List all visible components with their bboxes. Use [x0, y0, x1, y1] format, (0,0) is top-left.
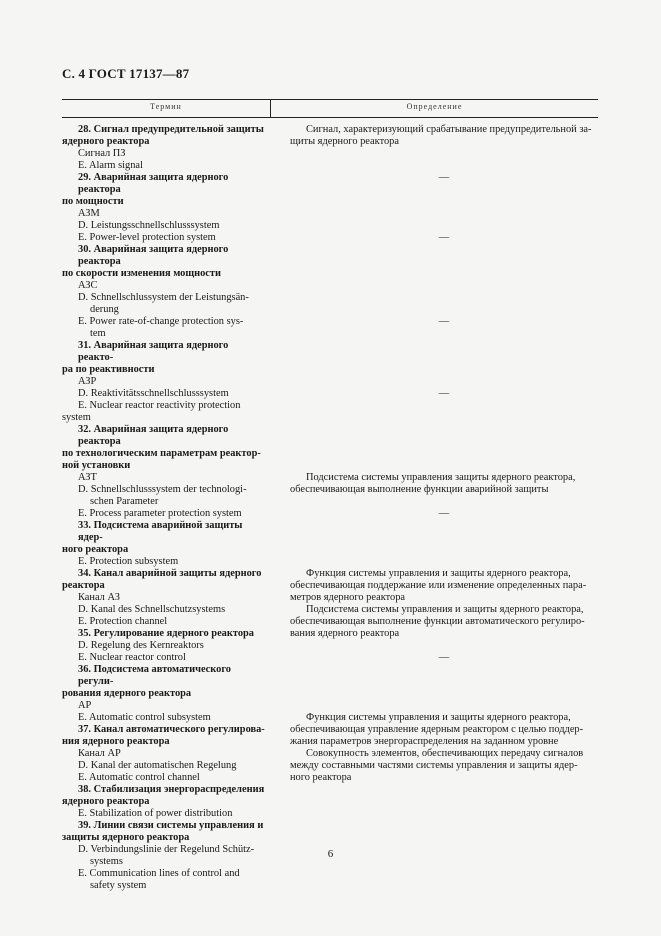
definition-line: Функция системы управления и защиты ядерного реактора,	[306, 712, 571, 723]
term-abbreviation: АЗМ	[78, 208, 100, 219]
table-top-rule	[62, 99, 598, 100]
term-37	[62, 724, 266, 784]
term-english: E. Process parameter protection system	[78, 508, 242, 519]
definition-34-dash: —	[438, 508, 450, 519]
term-german: derung	[90, 304, 119, 315]
definition-line: жания параметров энергораспределения на заданном уровне	[290, 736, 559, 747]
term-english: E. Power-level protection system	[78, 232, 216, 243]
definition-30-dash: —	[438, 232, 450, 243]
term-german: systems	[90, 856, 123, 867]
definition-36	[290, 604, 598, 640]
term-title: 36. Подсистема автоматического регули-	[78, 664, 231, 687]
term-28	[62, 124, 266, 172]
column-header-terms: Термин	[150, 102, 182, 111]
term-english: E. Communication lines of control and	[78, 868, 240, 879]
definition-line: между составными частями системы управления и защиты ядер-	[290, 760, 578, 771]
term-english: E. Nuclear reactor control	[78, 652, 186, 663]
term-english: E. Protection channel	[78, 616, 168, 627]
term-german: D. Reaktivitätsschnellschlusssystem	[78, 388, 229, 399]
term-german: D. Schnellschlussystem der Leistungsän-	[78, 292, 249, 303]
definition-line: ного реактора	[290, 772, 352, 783]
definition-line: Сигнал, характеризующий срабатывание предупредительной за-	[306, 124, 592, 135]
term-english: E. Stabilization of power distribution	[78, 808, 233, 819]
term-title: 31. Аварийная защита ядерного реакто-	[78, 340, 229, 363]
definition-line: Подсистема системы управления и защиты ядерного реактора,	[306, 604, 584, 615]
term-31	[62, 340, 266, 424]
definition-line: вания ядерного реактора	[290, 628, 400, 639]
term-german: D. Verbindungslinie der Regelund Schütz-	[78, 844, 255, 855]
term-abbreviation: Сигнал ПЗ	[78, 148, 126, 159]
term-german: D. Kanal der automatischen Regelung	[78, 760, 237, 771]
definitions-column	[290, 124, 598, 824]
term-title: по технологическим параметрам реактор-	[62, 448, 261, 459]
term-abbreviation: Канал АР	[78, 748, 121, 759]
term-36	[62, 664, 266, 724]
term-english: tem	[90, 328, 106, 339]
definition-line: щиты ядерного реактора	[290, 136, 399, 147]
term-29	[62, 172, 266, 244]
page-number: 6	[327, 848, 334, 860]
term-german: D. Leistungsschnellschlusssystem	[78, 220, 220, 231]
definition-33	[290, 472, 598, 496]
term-title: ра по реактивности	[62, 364, 155, 375]
term-german: D. Regelung des Kernreaktors	[78, 640, 204, 651]
term-english: safety system	[90, 880, 147, 891]
term-abbreviation: АЗР	[78, 376, 97, 387]
definition-line: обеспечивающая управление ядерным реактором с целью поддер-	[290, 724, 584, 735]
definition-line: Функция системы управления и защиты ядерного реактора,	[306, 568, 571, 579]
term-title: ной установки	[62, 460, 131, 471]
definition-line: Подсистема системы управления защиты ядерного реактора,	[306, 472, 576, 483]
term-title: 34. Канал аварийной защиты ядерного	[78, 568, 262, 579]
term-abbreviation: Канал АЗ	[78, 592, 120, 603]
term-title: 32. Аварийная защита ядерного реактора	[78, 424, 229, 447]
page-header: С. 4 ГОСТ 17137—87	[62, 66, 190, 81]
term-title: ния ядерного реактора	[62, 736, 170, 747]
term-english: E. Automatic control channel	[78, 772, 200, 783]
definition-line: обеспечивающая выполнение функции автоматического регулиро-	[290, 616, 585, 627]
term-title: 35. Регулирование ядерного реактора	[78, 628, 254, 639]
term-32	[62, 424, 266, 520]
definition-line: обеспечивающая поддержание или изменение определенных пара-	[290, 580, 587, 591]
terms-column	[62, 124, 266, 892]
term-title: по скорости изменения мощности	[62, 268, 221, 279]
term-abbreviation: АЗТ	[78, 472, 97, 483]
term-title: 29. Аварийная защита ядерного реактора	[78, 172, 229, 195]
definition-31-dash: —	[438, 316, 450, 327]
term-30	[62, 244, 266, 340]
definition-39	[290, 748, 598, 784]
term-33	[62, 520, 266, 568]
term-abbreviation: АР	[78, 700, 92, 711]
term-title: 38. Стабилизация энергораспределения	[78, 784, 265, 795]
term-35	[62, 628, 266, 664]
term-german: D. Kanal des Schnellschutzsystems	[78, 604, 226, 615]
term-english: E. Automatic control subsystem	[78, 712, 211, 723]
table-header-rule	[62, 117, 598, 118]
term-title: ядерного реактора	[62, 796, 150, 807]
term-title: по мощности	[62, 196, 124, 207]
term-38	[62, 784, 266, 820]
term-title: защиты ядерного реактора	[62, 832, 190, 843]
term-title: 33. Подсистема аварийной защиты ядер-	[78, 520, 243, 543]
term-title: 37. Канал автоматического регулирова-	[78, 724, 265, 735]
term-title: ядерного реактора	[62, 136, 150, 147]
term-english: E. Power rate-of-change protection sys-	[78, 316, 244, 327]
definition-38	[290, 712, 598, 748]
definition-28	[290, 124, 598, 148]
term-title: ного реактора	[62, 544, 129, 555]
term-english: system	[62, 412, 91, 423]
term-title: 30. Аварийная защита ядерного реактора	[78, 244, 229, 267]
term-english: E. Alarm signal	[78, 160, 143, 171]
definition-32-dash: —	[438, 388, 450, 399]
term-abbreviation: АЗС	[78, 280, 98, 291]
term-title: 39. Линии связи системы управления и	[78, 820, 264, 831]
term-english: E. Protection subsystem	[78, 556, 179, 567]
term-german: D. Schnellschlusssystem der technologi-	[78, 484, 247, 495]
definition-line: Совокупность элементов, обеспечивающих передачу сигналов	[306, 748, 584, 759]
column-header-definition: Определение	[406, 102, 463, 111]
term-english: E. Nuclear reactor reactivity protection	[78, 400, 241, 411]
term-title: 28. Сигнал предупредительной защиты	[78, 124, 264, 135]
term-title: реактора	[62, 580, 105, 591]
definition-line: обеспечивающая выполнение функции аварийной защиты	[290, 484, 549, 495]
term-34	[62, 568, 266, 628]
definition-35	[290, 568, 598, 604]
term-german: schen Parameter	[90, 496, 159, 507]
term-title: рования ядерного реактора	[62, 688, 192, 699]
definition-29-dash: —	[438, 172, 450, 183]
definition-line: метров ядерного реактора	[290, 592, 406, 603]
definition-37-dash: —	[438, 652, 450, 663]
